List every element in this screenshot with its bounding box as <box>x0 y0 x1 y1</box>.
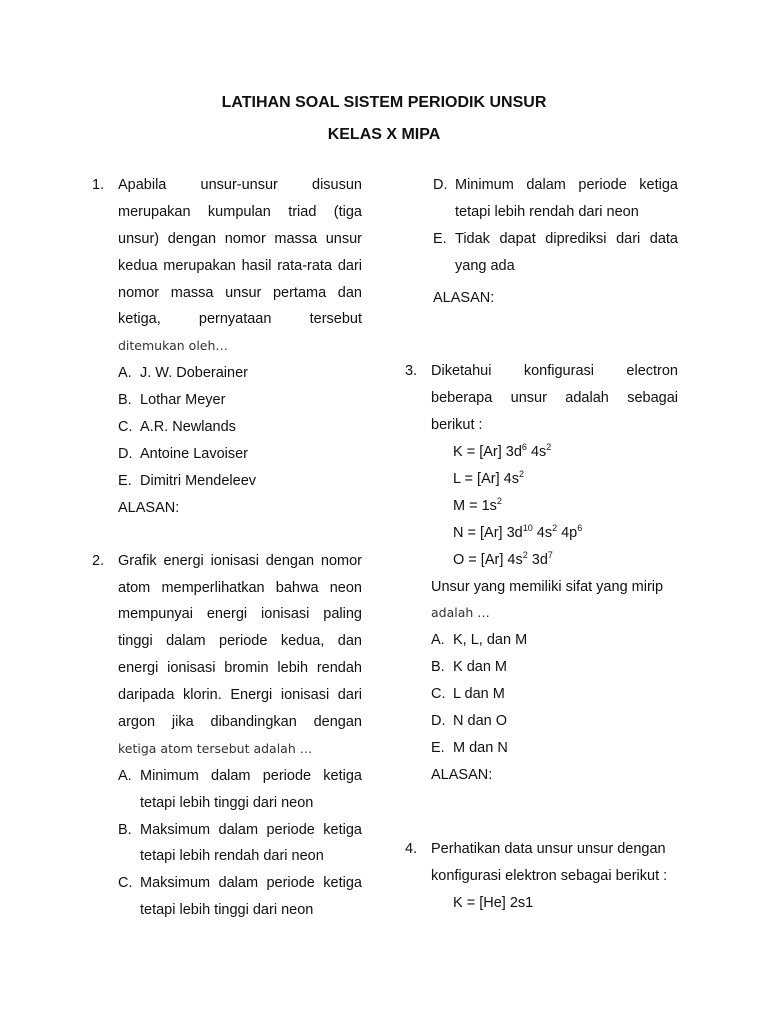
config-k: K = [Ar] $3d^6$ $4s^2$ <box>453 442 552 461</box>
answer-option <box>118 870 362 924</box>
question-text-line: Unsur yang memiliki sifat yang mirip <box>431 578 664 595</box>
question-number: 4. <box>405 840 418 857</box>
question-body <box>118 548 362 924</box>
option-letter: E. <box>118 472 132 489</box>
question-text-line: Diketahui konfigurasi electron <box>431 363 678 380</box>
option-letter: E. <box>431 739 445 756</box>
option-text: Maksimum dalam periode ketiga tetapi lebih rendah dari neon <box>140 821 362 865</box>
question-text-line: argon jika dibandingkan dengan <box>118 714 362 730</box>
option-text: Tidak dapat diprediksi dari data yang ada <box>455 230 678 274</box>
question-text-line: unsur) dengan nomor massa unsur <box>118 230 362 247</box>
config-m: $M = 1s^2$ <box>453 495 502 514</box>
question-text-line: beberapa unsur adalah sebagai <box>431 390 678 407</box>
option-letter: B. <box>118 821 132 838</box>
option-letter: B. <box>431 659 445 676</box>
option-letter: A. <box>431 632 445 649</box>
question-text-line: Perhatikan data unsur unsur dengan <box>431 840 666 857</box>
answer-option <box>433 226 678 280</box>
option-letter: C. <box>118 419 133 436</box>
answer-option <box>433 172 678 226</box>
option-text: Lothar Meyer <box>140 392 226 409</box>
option-text: K, L, dan M <box>453 632 528 649</box>
right-column <box>405 172 678 916</box>
question-4 <box>405 836 678 917</box>
question-number: 2. <box>92 552 105 569</box>
left-column <box>92 172 362 924</box>
question-text-line: daripada klorin. Energi ionisasi dari <box>118 687 362 704</box>
answer-option <box>118 763 362 817</box>
option-text: Maksimum dalam periode ketiga tetapi lebih tinggi dari neon <box>140 875 362 919</box>
answer-option <box>431 627 678 654</box>
option-text: L dan M <box>453 686 505 703</box>
question-body <box>118 172 362 522</box>
option-text: N dan O <box>453 713 507 730</box>
config-n: N = [Ar] $3d^{10}$ $4s^2$ $4p^6$ <box>453 522 583 541</box>
option-text: Antoine Lavoiser <box>140 445 249 462</box>
question-text-line: ditemukan oleh… <box>118 338 228 354</box>
question-text-line: nomor massa unsur pertama dan <box>118 284 362 301</box>
question-text-line: ketiga, pernyataan tersebut <box>118 311 362 328</box>
answer-option <box>118 387 362 414</box>
question-body <box>431 836 678 917</box>
question-text-line: Apabila unsur-unsur disusun <box>118 177 362 193</box>
question-text-line: tinggi dalam periode kedua, dan <box>118 633 362 650</box>
question-number: 1. <box>92 177 105 193</box>
option-letter: A. <box>118 767 132 784</box>
question-text-line: konfigurasi elektron sebagai berikut : <box>431 867 668 884</box>
answer-option <box>431 708 678 735</box>
option-letter: D. <box>118 445 133 462</box>
document-title: LATIHAN SOAL SISTEM PERIODIK UNSUR <box>221 94 547 111</box>
option-letter: D. <box>433 177 448 193</box>
question-text-line: mempunyai energi ionisasi paling <box>118 606 362 623</box>
option-text: K dan M <box>453 659 507 676</box>
spacer <box>405 311 678 358</box>
option-text: Minimum dalam periode ketiga tetapi lebih rendah dari neon <box>455 177 678 220</box>
document-subtitle: KELAS X MIPA <box>327 126 441 143</box>
question-1 <box>92 172 362 522</box>
option-letter: B. <box>118 392 132 409</box>
question-2-continued <box>405 172 678 311</box>
alasan-label: ALASAN: <box>433 289 495 306</box>
option-text: Dimitri Mendeleev <box>140 472 257 489</box>
alasan-label: ALASAN: <box>431 766 493 783</box>
option-letter: D. <box>431 713 446 730</box>
config-k: K = [He] 2s1 <box>453 894 534 911</box>
answer-option <box>431 681 678 708</box>
answer-option <box>118 414 362 441</box>
spacer <box>405 789 678 836</box>
option-text: A.R. Newlands <box>140 419 236 436</box>
question-text-line: adalah … <box>431 605 490 621</box>
option-letter: E. <box>433 230 447 247</box>
answer-option <box>431 735 678 762</box>
option-letter: A. <box>118 365 132 382</box>
question-text-line: Grafik energi ionisasi dengan nomor <box>118 552 362 569</box>
answer-option <box>118 468 362 495</box>
question-text-line: berikut : <box>431 417 483 434</box>
question-2 <box>92 548 362 924</box>
answer-option <box>118 817 362 871</box>
option-letter: C. <box>431 686 446 703</box>
option-letter: C. <box>118 875 133 892</box>
answer-option <box>431 654 678 681</box>
question-text-line: kedua merupakan hasil rata-rata dari <box>118 257 362 274</box>
question-text-line: merupakan kumpulan triad (tiga <box>118 203 362 220</box>
answer-option <box>118 441 362 468</box>
option-text: Minimum dalam periode ketiga tetapi lebih tinggi dari neon <box>140 767 362 811</box>
question-text-line: atom memperlihatkan bahwa neon <box>118 579 362 596</box>
question-text-line: energi ionisasi bromin lebih rendah <box>118 660 362 677</box>
answer-option <box>118 360 362 387</box>
config-l: L = [Ar] $4s^2$ <box>453 469 524 488</box>
spacer <box>92 522 362 548</box>
alasan-label: ALASAN: <box>118 499 180 516</box>
question-body <box>431 358 678 788</box>
question-number: 3. <box>405 363 418 380</box>
option-text: M dan N <box>453 739 508 756</box>
config-o: O = [Ar] $4s^2$ $3d^7$ <box>453 549 553 568</box>
question-3 <box>405 358 678 788</box>
question-text-line: ketiga atom tersebut adalah … <box>118 740 313 756</box>
option-text: J. W. Doberainer <box>140 365 248 382</box>
